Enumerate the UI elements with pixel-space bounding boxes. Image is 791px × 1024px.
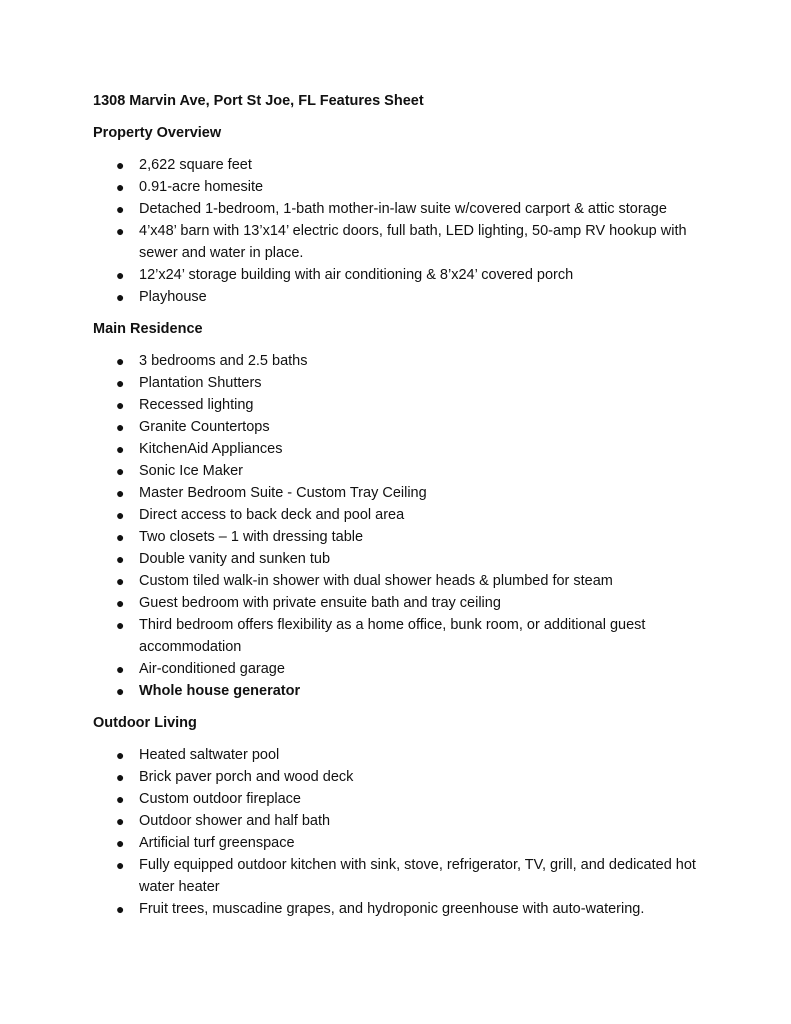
property-overview-list <box>93 154 733 308</box>
bullet-icon: ● <box>116 201 125 217</box>
bullet-icon: ● <box>116 901 125 917</box>
list-item-text: Two closets – 1 with dressing table <box>139 529 364 545</box>
list-item <box>93 372 699 394</box>
list-item-text: Detached 1-bedroom, 1-bath mother-in-law suite w/covered carport & attic storage <box>139 201 667 217</box>
list-item <box>93 482 699 504</box>
list-item-text: Plantation Shutters <box>139 375 262 391</box>
list-item-text: 3 bedrooms and 2.5 baths <box>139 353 308 369</box>
features-sheet <box>93 90 733 930</box>
bullet-icon: ● <box>116 529 125 545</box>
list-item <box>93 766 699 788</box>
bullet-icon: ● <box>116 267 125 283</box>
list-item <box>93 854 699 898</box>
list-item-text: Brick paver porch and wood deck <box>139 769 354 785</box>
list-item <box>93 416 699 438</box>
bullet-icon: ● <box>116 835 125 851</box>
outdoor-living-list <box>93 744 733 920</box>
list-item-text: Master Bedroom Suite - Custom Tray Ceiling <box>139 485 427 501</box>
list-item-text: Fruit trees, muscadine grapes, and hydroponic greenhouse with auto-watering. <box>139 901 645 917</box>
list-item <box>93 176 699 198</box>
list-item-text: Sonic Ice Maker <box>139 463 243 479</box>
list-item <box>93 394 699 416</box>
list-item-text: KitchenAid Appliances <box>139 441 283 457</box>
section-heading-main-residence: Main Residence <box>93 321 203 337</box>
list-item <box>93 526 699 548</box>
bullet-icon: ● <box>116 419 125 435</box>
list-item-text: Heated saltwater pool <box>139 747 280 763</box>
list-item-text: Third bedroom offers flexibility as a home office, bunk room, or additional guest accommodation <box>139 617 646 655</box>
bullet-icon: ● <box>116 573 125 589</box>
list-item-text: Air-conditioned garage <box>139 661 285 677</box>
list-item-text: Custom outdoor fireplace <box>139 791 301 807</box>
list-item-text: Fully equipped outdoor kitchen with sink, stove, refrigerator, TV, grill, and dedicated hot water heater <box>139 857 696 895</box>
document-title: 1308 Marvin Ave, Port St Joe, FL Features Sheet <box>93 93 424 109</box>
bullet-icon: ● <box>116 157 125 173</box>
list-item <box>93 198 699 220</box>
bullet-icon: ● <box>116 289 125 305</box>
bullet-icon: ● <box>116 463 125 479</box>
list-item-text: 0.91-acre homesite <box>139 179 264 195</box>
section-heading-property-overview: Property Overview <box>93 125 222 141</box>
bullet-icon: ● <box>116 791 125 807</box>
list-item <box>93 810 699 832</box>
list-item-text: Granite Countertops <box>139 419 270 435</box>
list-item <box>93 744 699 766</box>
list-item-text: 4’x48’ barn with 13’x14’ electric doors, full bath, LED lighting, 50-amp RV hookup with sewer and water in place. <box>139 223 687 261</box>
bullet-icon: ● <box>116 485 125 501</box>
bullet-icon: ● <box>116 353 125 369</box>
list-item-text: Artificial turf greenspace <box>139 835 295 851</box>
list-item-text: Double vanity and sunken tub <box>139 551 331 567</box>
main-residence-list <box>93 350 733 702</box>
list-item <box>93 504 699 526</box>
bullet-icon: ● <box>116 661 125 677</box>
list-item-text: 12’x24’ storage building with air conditioning & 8’x24’ covered porch <box>139 267 574 283</box>
bullet-icon: ● <box>116 617 125 633</box>
list-item-text: Playhouse <box>139 289 207 305</box>
bullet-icon: ● <box>116 223 125 239</box>
list-item-text: Whole house generator <box>139 683 301 699</box>
bullet-icon: ● <box>116 507 125 523</box>
list-item <box>93 658 699 680</box>
bullet-icon: ● <box>116 747 125 763</box>
list-item <box>93 438 699 460</box>
list-item-text: 2,622 square feet <box>139 157 252 173</box>
bullet-icon: ● <box>116 595 125 611</box>
list-item <box>93 350 699 372</box>
section-heading-outdoor-living: Outdoor Living <box>93 715 197 731</box>
list-item <box>93 286 699 308</box>
list-item <box>93 898 699 920</box>
bullet-icon: ● <box>116 375 125 391</box>
list-item <box>93 570 699 592</box>
list-item-text: Outdoor shower and half bath <box>139 813 331 829</box>
list-item <box>93 460 699 482</box>
bullet-icon: ● <box>116 769 125 785</box>
bullet-icon: ● <box>116 857 125 873</box>
list-item <box>93 592 699 614</box>
list-item-text: Guest bedroom with private ensuite bath and tray ceiling <box>139 595 501 611</box>
list-item <box>93 832 699 854</box>
list-item-text: Custom tiled walk-in shower with dual shower heads & plumbed for steam <box>139 573 613 589</box>
bullet-icon: ● <box>116 683 125 699</box>
list-item <box>93 548 699 570</box>
bullet-icon: ● <box>116 551 125 567</box>
list-item-text: Recessed lighting <box>139 397 254 413</box>
list-item <box>93 680 699 702</box>
bullet-icon: ● <box>116 397 125 413</box>
list-item <box>93 154 699 176</box>
list-item-text: Direct access to back deck and pool area <box>139 507 405 523</box>
list-item <box>93 220 699 264</box>
bullet-icon: ● <box>116 441 125 457</box>
bullet-icon: ● <box>116 179 125 195</box>
bullet-icon: ● <box>116 813 125 829</box>
list-item <box>93 788 699 810</box>
list-item <box>93 264 699 286</box>
list-item <box>93 614 699 658</box>
